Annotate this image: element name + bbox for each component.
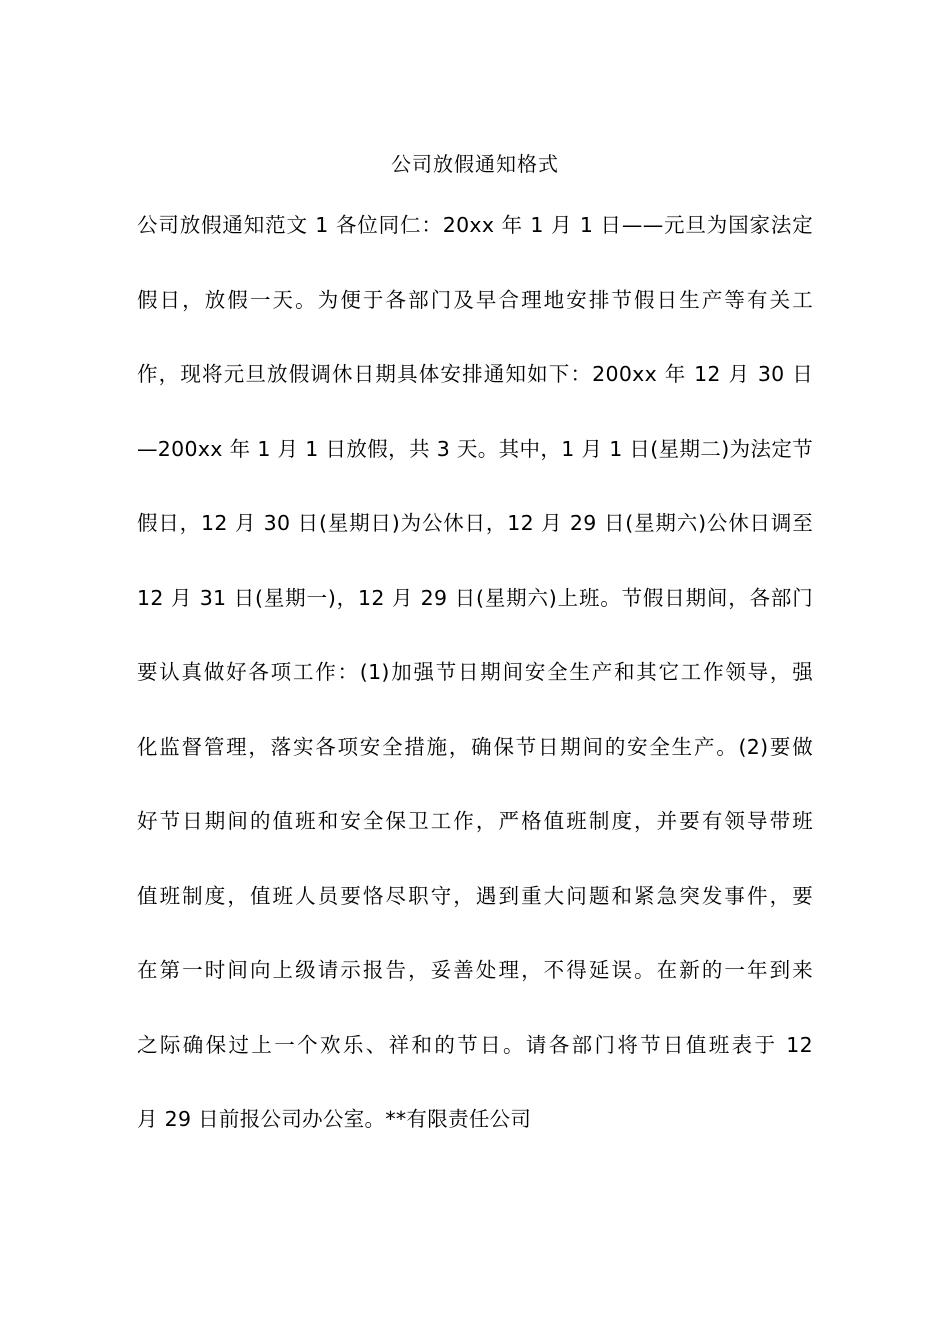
body-line: 化监督管理，落实各项安全措施，确保节日期间的安全生产。(2)要做 [137, 734, 813, 759]
body-line: 之际确保过上一个欢乐、祥和的节日。请各部门将节日值班表于 12 [137, 1032, 813, 1057]
document-body [137, 206, 813, 1175]
document-title: 公司放假通知格式 [391, 152, 559, 176]
body-line: 作，现将元旦放假调休日期具体安排通知如下：200xx 年 12 月 30 日 [137, 362, 813, 386]
body-line: 值班制度，值班人员要恪尽职守，遇到重大问题和紧急突发事件，要 [137, 883, 813, 908]
body-line: 假日，放假一天。为便于各部门及早合理地安排节假日生产等有关工 [137, 287, 813, 312]
body-line: 假日，12 月 30 日(星期日)为公休日，12 月 29 日(星期六)公休日调至 [137, 511, 813, 535]
body-line: 12 月 31 日(星期一)，12 月 29 日(星期六)上班。节假日期间，各部门 [137, 585, 813, 610]
body-line: 好节日期间的值班和安全保卫工作，严格值班制度，并要有领导带班 [137, 809, 813, 833]
body-line: 公司放假通知范文 1 各位同仁：20xx 年 1 月 1 日——元旦为国家法定 [137, 213, 813, 237]
body-line: —200xx 年 1 月 1 日放假，共 3 天。其中，1 月 1 日(星期二)为法定节 [137, 436, 813, 461]
body-line: 要认真做好各项工作：(1)加强节日期间安全生产和其它工作领导，强 [137, 660, 813, 684]
body-line: 在第一时间向上级请示报告，妥善处理，不得延误。在新的一年到来 [137, 958, 813, 982]
body-line: 月 29 日前报公司办公室。**有限责任公司 [137, 1107, 532, 1131]
